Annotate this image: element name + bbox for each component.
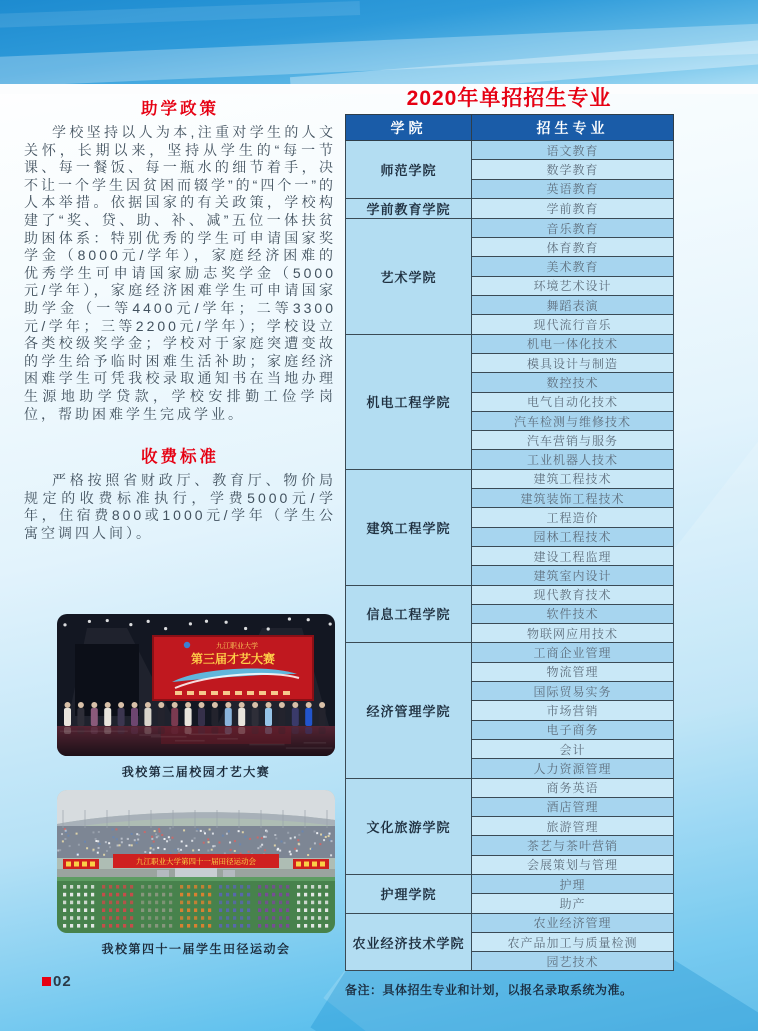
college-name-cell: 艺术学院 xyxy=(346,218,472,334)
table-row xyxy=(346,643,674,662)
majors-table-tbody xyxy=(346,141,674,971)
major-cell: 护理 xyxy=(472,874,674,893)
right-column xyxy=(345,86,673,998)
college-name-cell: 护理学院 xyxy=(346,874,472,913)
college-name-cell: 信息工程学院 xyxy=(346,585,472,643)
table-row xyxy=(346,469,674,488)
sports-meet-photo xyxy=(57,790,335,933)
major-cell: 数控技术 xyxy=(472,373,674,392)
major-cell: 商务英语 xyxy=(472,778,674,797)
major-cell: 软件技术 xyxy=(472,604,674,623)
table-row xyxy=(346,913,674,932)
talent-show-figure xyxy=(57,614,335,780)
majors-table-title: 2020年单招招生专业 xyxy=(406,87,612,110)
main-banner-text: 九江职业大学第四十一届田径运动会 xyxy=(136,857,256,866)
major-cell: 模具设计与制造 xyxy=(472,353,674,372)
major-cell: 农业经济管理 xyxy=(472,913,674,932)
table-row xyxy=(346,198,674,218)
major-cell: 市场营销 xyxy=(472,701,674,720)
fee-standard-paragraph: 严格按照省财政厅、教育厅、物价局规定的收费标准执行，学费5000元/学年，住宿费800或1000元/学年（学生公寓空调四人间）。 xyxy=(24,472,336,541)
table-note: 备注：具体招生专业和计划，以报名录取系统为准。 xyxy=(345,983,633,998)
band-streak xyxy=(0,1,360,29)
sports-meet-caption: 我校第四十一届学生田径运动会 xyxy=(101,942,291,956)
screen-small-text: 九江职业大学 xyxy=(216,643,258,650)
left-column xyxy=(24,95,336,542)
major-cell: 建设工程监理 xyxy=(472,546,674,565)
major-cell: 茶艺与茶叶营销 xyxy=(472,836,674,855)
sports-meet-figure xyxy=(57,790,335,957)
major-cell: 现代流行音乐 xyxy=(472,315,674,334)
screen-logo xyxy=(184,642,190,648)
major-cell: 建筑室内设计 xyxy=(472,566,674,585)
major-cell: 学前教育 xyxy=(472,198,674,218)
major-cell: 语文教育 xyxy=(472,141,674,160)
major-cell: 会计 xyxy=(472,739,674,758)
college-name-cell: 机电工程学院 xyxy=(346,334,472,469)
aid-policy-paragraph: 学校坚持以人为本,注重对学生的人文关怀，长期以来，坚持从学生的“每一节课、每一餐饭、每一瓶水的细节着手，决不让一个学生因贫困而辍学”的“四个一”的人本举措。依据国家的有关政策，学校构建了“奖、贷、助、补、减”五位一体扶贫助困体系：特别优秀的学生可申请国家奖学金（8000元/学年），家庭经济困难的优秀学生可申请国家励志奖学金（5000元/学年），家庭经济困难学生可申请国家助学金（一等4400元/学年；二等3300元/学年；三等2200元/学年）；学校设立各类校级奖学金；学校对于家庭突遭变故的学生给予临时困难生活补助；家庭经济困难学生可凭我校录取通知书在当地办理生源地助学贷款，学校安排勤工俭学岗位，帮助困难学生完成学业。 xyxy=(24,124,336,422)
major-cell: 物流管理 xyxy=(472,662,674,681)
major-cell: 酒店管理 xyxy=(472,797,674,816)
majors-column-header: 招生专业 xyxy=(472,115,674,141)
major-cell: 英语教育 xyxy=(472,179,674,198)
college-name-cell: 农业经济技术学院 xyxy=(346,913,472,971)
field-light-strip xyxy=(57,877,335,881)
major-cell: 建筑工程技术 xyxy=(472,469,674,488)
top-decorative-band xyxy=(0,0,758,84)
major-cell: 国际贸易实务 xyxy=(472,682,674,701)
talent-show-photo xyxy=(57,614,335,756)
college-name-cell: 师范学院 xyxy=(346,141,472,199)
college-name-cell: 建筑工程学院 xyxy=(346,469,472,585)
table-row xyxy=(346,874,674,893)
table-row xyxy=(346,778,674,797)
table-row xyxy=(346,334,674,353)
talent-show-caption: 我校第三届校园才艺大赛 xyxy=(121,765,271,779)
rostrum xyxy=(175,868,217,878)
major-cell: 机电一体化技术 xyxy=(472,334,674,353)
major-cell: 人力资源管理 xyxy=(472,759,674,778)
major-cell: 环境艺术设计 xyxy=(472,276,674,295)
major-cell: 汽车检测与维修技术 xyxy=(472,411,674,430)
major-cell: 农产品加工与质量检测 xyxy=(472,932,674,951)
page-number-square-icon xyxy=(42,977,51,986)
header-row xyxy=(346,115,674,141)
major-cell: 会展策划与管理 xyxy=(472,855,674,874)
major-cell: 美术教育 xyxy=(472,257,674,276)
major-cell: 工商企业管理 xyxy=(472,643,674,662)
major-cell: 工业机器人技术 xyxy=(472,450,674,469)
page-number xyxy=(42,973,72,990)
majors-table-head xyxy=(346,115,674,141)
college-column-header: 学院 xyxy=(346,115,472,141)
major-cell: 助产 xyxy=(472,894,674,913)
screen-main-text: 第三届才艺大赛 xyxy=(190,652,276,666)
major-cell: 工程造价 xyxy=(472,508,674,527)
major-cell: 舞蹈表演 xyxy=(472,296,674,315)
major-cell: 电子商务 xyxy=(472,720,674,739)
major-cell: 园艺技术 xyxy=(472,952,674,971)
major-cell: 电气自动化技术 xyxy=(472,392,674,411)
page-number-text: 02 xyxy=(53,973,72,990)
majors-table xyxy=(345,114,674,971)
major-cell: 音乐教育 xyxy=(472,218,674,237)
college-name-cell: 经济管理学院 xyxy=(346,643,472,778)
aid-policy-title: 助学政策 xyxy=(141,100,219,118)
major-cell: 现代教育技术 xyxy=(472,585,674,604)
college-name-cell: 学前教育学院 xyxy=(346,198,472,218)
major-cell: 数学教育 xyxy=(472,160,674,179)
major-cell: 汽车营销与服务 xyxy=(472,431,674,450)
table-row xyxy=(346,218,674,237)
table-row xyxy=(346,585,674,604)
major-cell: 园林工程技术 xyxy=(472,527,674,546)
table-row xyxy=(346,141,674,160)
fee-standard-title: 收费标准 xyxy=(141,448,219,467)
major-cell: 建筑装饰工程技术 xyxy=(472,489,674,508)
major-cell: 物联网应用技术 xyxy=(472,624,674,643)
college-name-cell: 文化旅游学院 xyxy=(346,778,472,874)
major-cell: 体育教育 xyxy=(472,238,674,257)
major-cell: 旅游管理 xyxy=(472,817,674,836)
